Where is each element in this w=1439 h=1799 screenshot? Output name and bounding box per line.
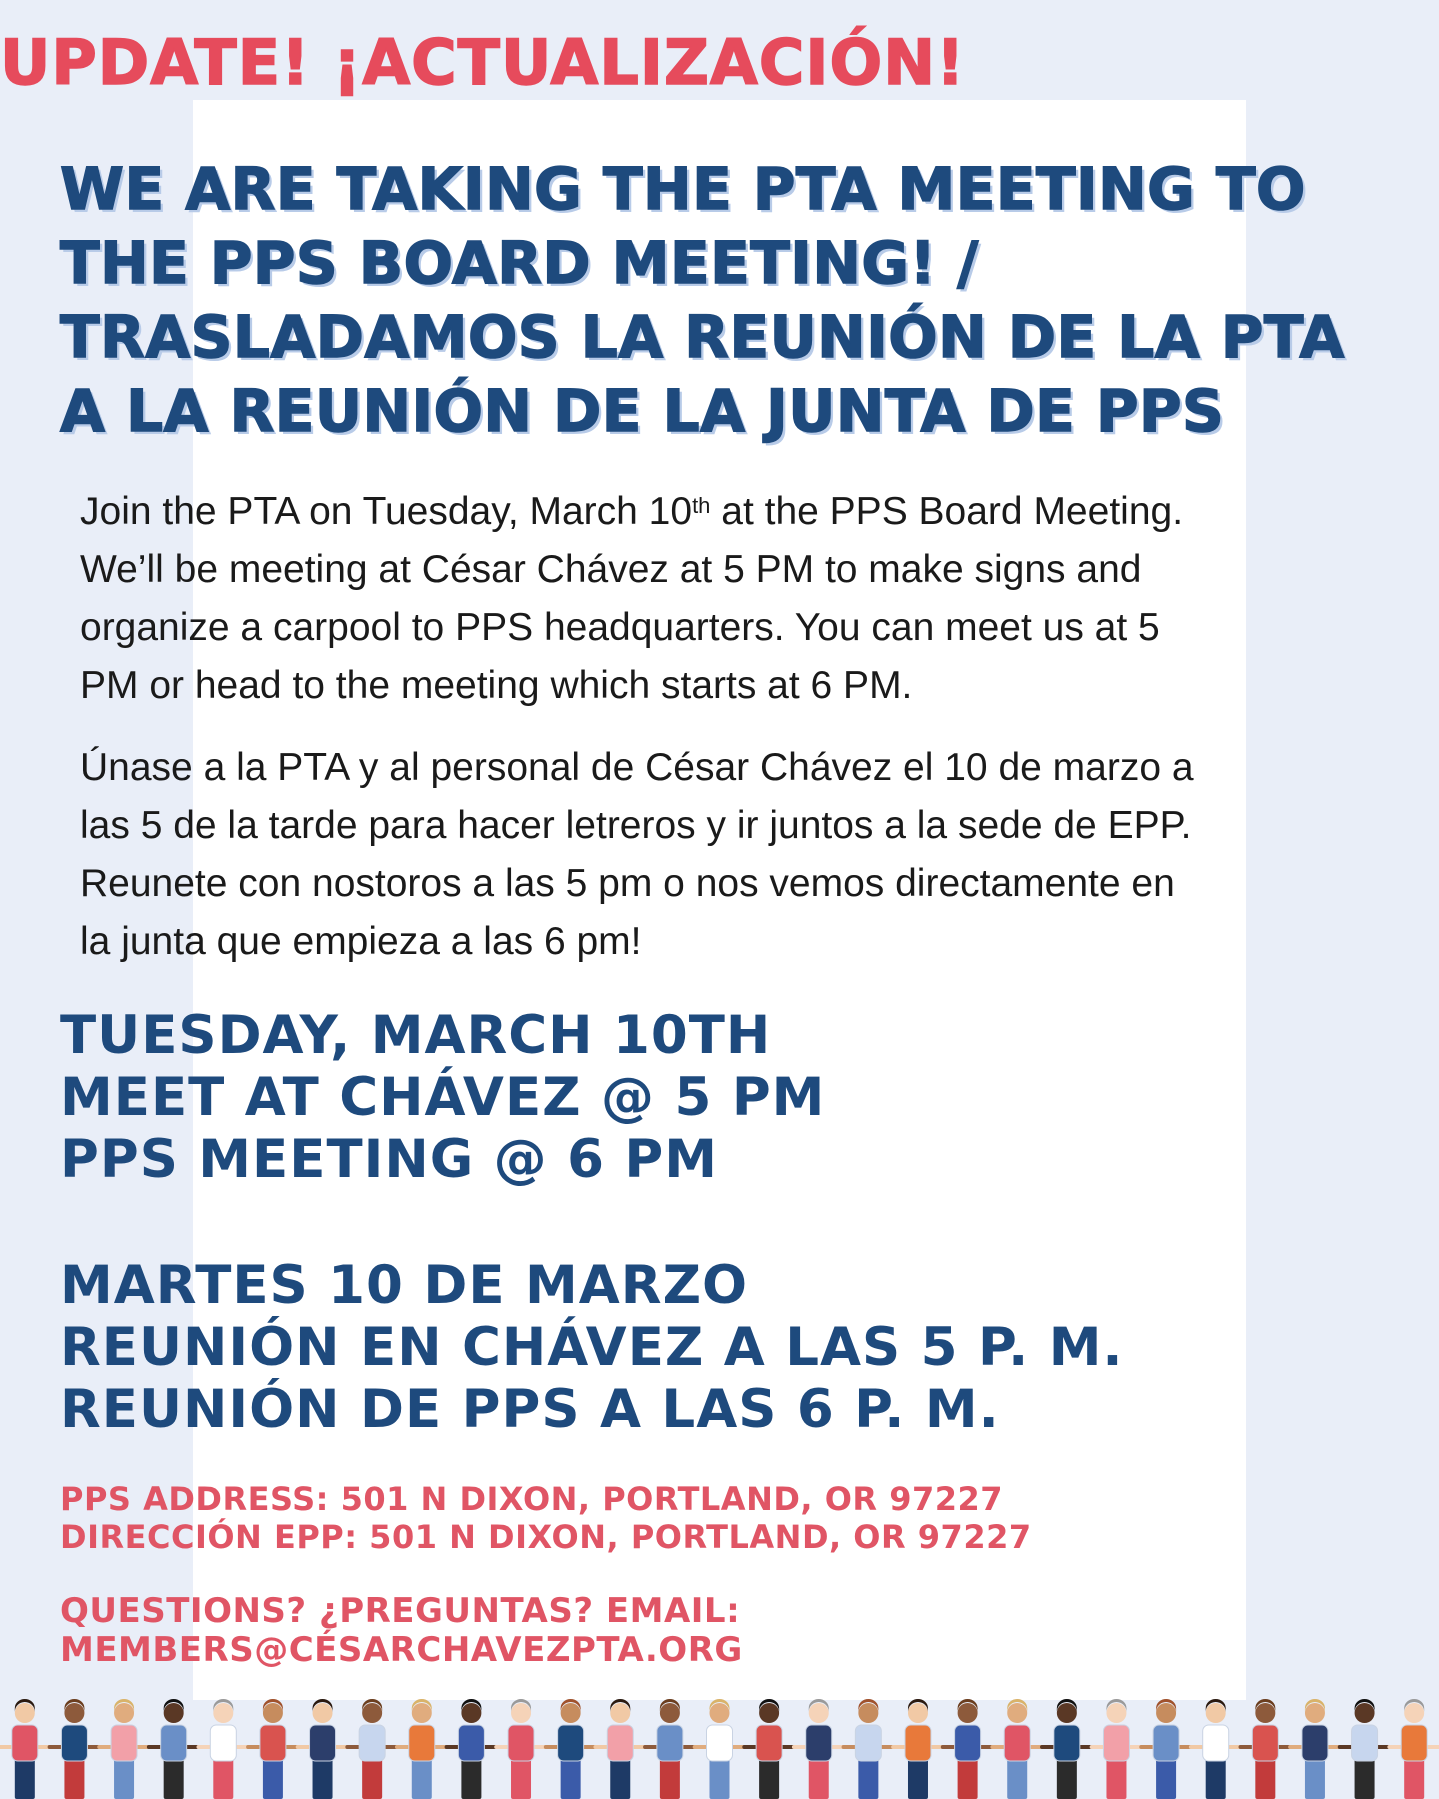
schedule-line: MARTES 10 DE MARZO bbox=[60, 1255, 749, 1316]
person-figure bbox=[1389, 1699, 1439, 1799]
person-figure bbox=[744, 1699, 794, 1799]
person-figure bbox=[397, 1699, 447, 1799]
english-paragraph-line: PM or head to the meeting which starts at 6 PM. bbox=[80, 664, 913, 707]
schedule-line: MEET AT CHÁVEZ @ 5 PM bbox=[60, 1067, 826, 1128]
contact-block bbox=[60, 1592, 1379, 1670]
person-figure bbox=[844, 1699, 894, 1799]
person-figure bbox=[943, 1699, 993, 1799]
person-figure bbox=[1191, 1699, 1241, 1799]
ordinal-suffix: th bbox=[692, 493, 711, 518]
schedule-line: TUESDAY, MARCH 10TH bbox=[60, 1005, 772, 1066]
english-paragraph-line: We’ll be meeting at César Chávez at 5 PM to make signs and bbox=[80, 548, 1142, 591]
person-figure bbox=[1340, 1699, 1390, 1799]
headline bbox=[60, 152, 1379, 448]
person-figure bbox=[496, 1699, 546, 1799]
people-holding-hands-illustration bbox=[0, 1695, 1439, 1799]
address-line: DIRECCIÓN EPP: 501 N DIXON, PORTLAND, OR 97227 bbox=[60, 1518, 1032, 1556]
headline-line: THE PPS BOARD MEETING! / bbox=[60, 229, 979, 297]
english-paragraph bbox=[80, 483, 1359, 715]
english-line-part: Join the PTA on Tuesday, March 10 bbox=[80, 490, 693, 533]
schedule-line: REUNIÓN DE PPS A LAS 6 P. M. bbox=[60, 1379, 1000, 1440]
person-figure bbox=[0, 1699, 50, 1799]
contact-email[interactable]: MEMBERS@CÉSARCHAVEZPTA.ORG bbox=[60, 1630, 743, 1670]
spanish-paragraph bbox=[80, 739, 1359, 971]
person-figure bbox=[298, 1699, 348, 1799]
person-figure bbox=[99, 1699, 149, 1799]
spanish-paragraph-line: Reunete con nostoros a las 5 pm o nos vemos directamente en bbox=[80, 862, 1175, 905]
spanish-paragraph-line: Únase a la PTA y al personal de César Chávez el 10 de marzo a bbox=[80, 746, 1194, 789]
person-figure bbox=[248, 1699, 298, 1799]
person-figure bbox=[546, 1699, 596, 1799]
english-line-part: at the PPS Board Meeting. bbox=[710, 490, 1184, 533]
schedule-line: PPS MEETING @ 6 PM bbox=[60, 1129, 719, 1190]
headline-line: TRASLADAMOS LA REUNIÓN DE LA PTA bbox=[60, 303, 1345, 371]
english-paragraph-line: organize a carpool to PPS headquarters. You can meet us at 5 bbox=[80, 606, 1160, 649]
person-figure bbox=[695, 1699, 745, 1799]
english-schedule bbox=[60, 1005, 1379, 1191]
schedule-line: REUNIÓN EN CHÁVEZ A LAS 5 P. M. bbox=[60, 1317, 1124, 1378]
person-figure bbox=[893, 1699, 943, 1799]
person-figure bbox=[1141, 1699, 1191, 1799]
person-figure bbox=[1241, 1699, 1291, 1799]
person-figure bbox=[149, 1699, 199, 1799]
update-banner: UPDATE! ¡ACTUALIZACIÓN! bbox=[0, 26, 966, 99]
person-figure bbox=[1290, 1699, 1340, 1799]
address-line: PPS ADDRESS: 501 N DIXON, PORTLAND, OR 97227 bbox=[60, 1480, 1004, 1518]
english-paragraph-line bbox=[80, 483, 1359, 541]
address-block bbox=[60, 1480, 1379, 1556]
person-figure bbox=[645, 1699, 695, 1799]
headline-line: A LA REUNIÓN DE LA JUNTA DE PPS bbox=[60, 377, 1225, 445]
person-figure bbox=[447, 1699, 497, 1799]
person-figure bbox=[595, 1699, 645, 1799]
person-figure bbox=[347, 1699, 397, 1799]
contact-line: QUESTIONS? ¿PREGUNTAS? EMAIL: bbox=[60, 1591, 741, 1631]
spanish-paragraph-line: la junta que empieza a las 6 pm! bbox=[80, 920, 642, 963]
person-figure bbox=[50, 1699, 100, 1799]
headline-line: WE ARE TAKING THE PTA MEETING TO bbox=[60, 155, 1306, 223]
person-figure bbox=[794, 1699, 844, 1799]
person-figure bbox=[198, 1699, 248, 1799]
person-figure bbox=[992, 1699, 1042, 1799]
person-figure bbox=[1042, 1699, 1092, 1799]
person-figure bbox=[1092, 1699, 1142, 1799]
spanish-schedule bbox=[60, 1255, 1379, 1441]
spanish-paragraph-line: las 5 de la tarde para hacer letreros y ir juntos a la sede de EPP. bbox=[80, 804, 1192, 847]
